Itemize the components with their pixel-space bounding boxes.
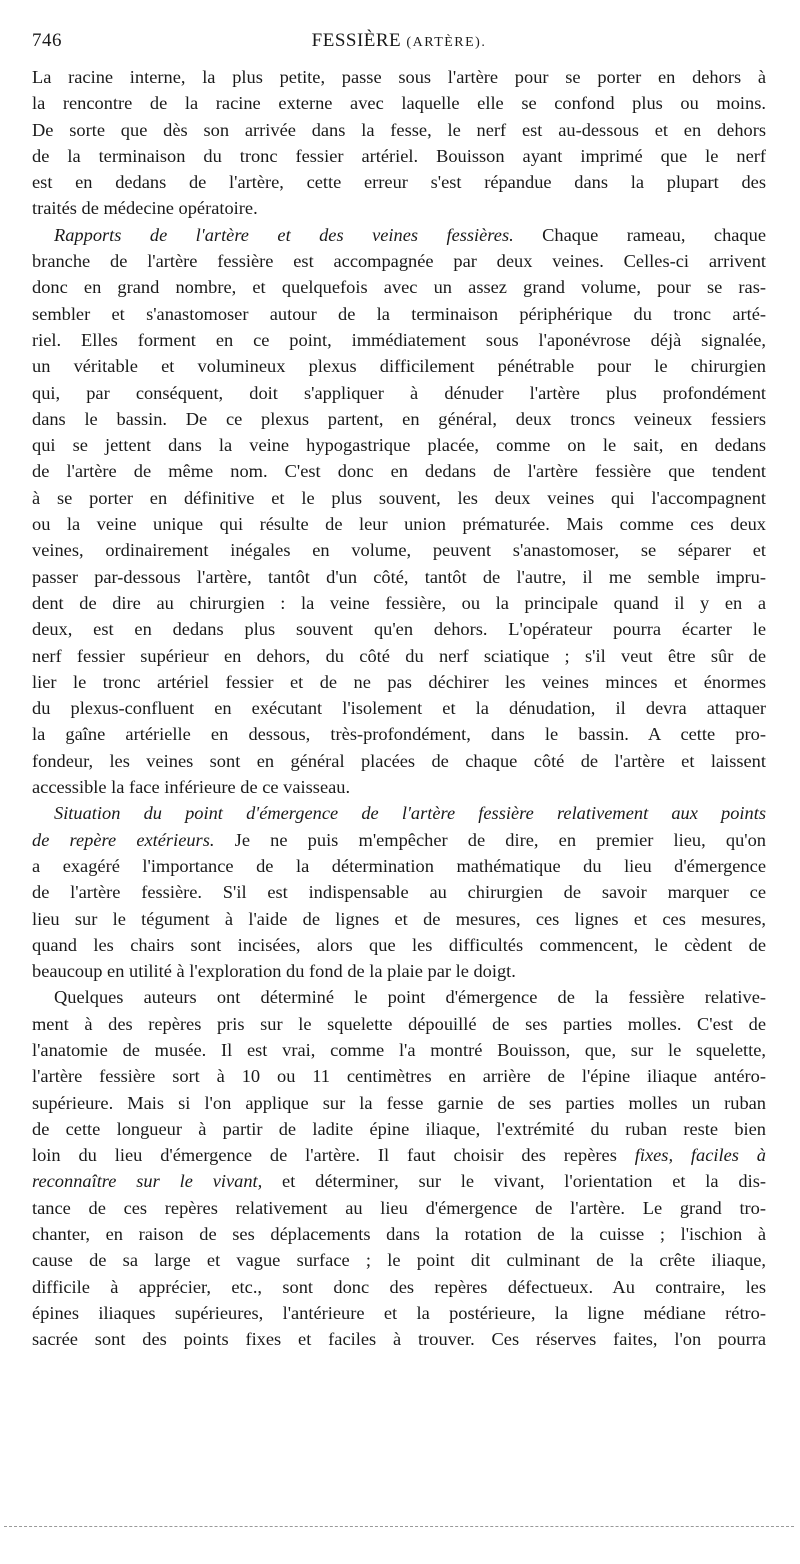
text-line: du plexus-confluent en exécutant l'isolement et la dénudation, il devra attaquer — [32, 698, 766, 719]
text-line: de la terminaison du tronc fessier artériel. Bouisson ayant imprimé que le nerf — [32, 145, 766, 166]
text-line: De sorte que dès son arrivée dans la fesse, le nerf est au-dessous et en dehors — [32, 119, 766, 140]
text-line: de l'artère fessière. S'il est indispensable au chirurgien de savoir marquer ce — [32, 882, 766, 903]
text-line: veines, ordinairement inégales en volume, peuvent s'anastomoser, se séparer et — [32, 540, 766, 561]
text-line: difficile à apprécier, etc., sont donc des repères défectueux. Au contraire, les — [32, 1276, 766, 1297]
text-span: Chaque rameau, chaque — [513, 224, 766, 245]
text-line: supérieure. Mais si l'on applique sur la fesse garnie de ses parties molles un ruban — [32, 1092, 766, 1113]
text-line: est en dedans de l'artère, cette erreur s'est répandue dans la plupart des — [32, 172, 766, 193]
text-line: ment à des repères pris sur le squelette dépouillé de ses parties molles. C'est de — [32, 1013, 766, 1034]
text-line: traités de médecine opératoire. — [32, 198, 258, 219]
text-line: dent de dire au chirurgien : la veine fessière, ou la principale quand il y en a — [32, 592, 766, 613]
text-line: beaucoup en utilité à l'exploration du fond de la plaie par le doigt. — [32, 961, 516, 982]
text-line: l'anatomie de musée. Il est vrai, comme l'a montré Bouisson, que, sur le squelette, — [32, 1039, 766, 1060]
text-line: la rencontre de la racine externe avec laquelle elle se confond plus ou moins. — [32, 93, 766, 114]
paragraph-heading-line — [32, 222, 766, 248]
section-heading-cont: de repère extérieurs. — [32, 829, 215, 850]
text-line: à se porter en définitive et le plus souvent, les deux veines qui l'accompagnent — [32, 487, 766, 508]
section-heading: Rapports de l'artère et des veines fessières. — [54, 224, 514, 245]
text-line: Quelques auteurs ont déterminé le point d'émergence de la fessière relative- — [54, 987, 766, 1008]
text-line: de cette longueur à partir de ladite épine iliaque, l'extrémité du ruban reste bien — [32, 1118, 766, 1139]
text-line: qui se jettent dans la veine hypogastrique placée, comme on le sait, en dedans — [32, 435, 766, 456]
page-number: 746 — [32, 30, 62, 51]
running-header — [32, 24, 766, 54]
text-line: riel. Elles forment en ce point, immédiatement sous l'aponévrose déjà signalée, — [32, 329, 766, 350]
text-line: épines iliaques supérieures, l'antérieure et la postérieure, la ligne médiane rétro- — [32, 1302, 766, 1323]
footer-divider — [4, 1526, 794, 1527]
emphasis-text: fixes, faciles à — [634, 1145, 767, 1166]
text-line: nerf fessier supérieur en dehors, du côté du nerf sciatique ; s'il veut être sûr de — [32, 645, 766, 666]
body-text — [32, 64, 766, 1353]
section-heading: Situation du point d'émergence de l'artère fessière relativement aux points — [54, 803, 766, 824]
text-span: loin du lieu d'émergence de l'artère. Il faut choisir des repères — [32, 1145, 635, 1166]
text-line — [32, 1168, 766, 1194]
text-line: lieu sur le tégument à l'aide de lignes et de mesures, ces lignes et ces mesures, — [32, 908, 766, 929]
text-line: lier le tronc artériel fessier et de ne pas déchirer les veines minces et énormes — [32, 671, 766, 692]
text-line: passer par-dessous l'artère, tantôt d'un côté, tantôt de l'autre, il me semble impru- — [32, 566, 766, 587]
text-line: la gaîne artérielle en dessous, très-profondément, dans le bassin. A cette pro- — [32, 724, 766, 745]
text-line: fondeur, les veines sont en général placées de chaque côté de l'artère et laissent — [32, 750, 766, 771]
emphasis-text: reconnaître sur le vivant, — [32, 1171, 263, 1192]
title-sub: (ARTÈRE). — [406, 35, 487, 50]
text-line: accessible la face inférieure de ce vaisseau. — [32, 777, 351, 798]
text-line: ou la veine unique qui résulte de leur union prématurée. Mais comme ces deux — [32, 514, 766, 535]
text-line: cause de sa large et vague surface ; le point dit culminant de la crête iliaque, — [32, 1250, 766, 1271]
text-line: La racine interne, la plus petite, passe sous l'artère pour se porter en dehors à — [32, 67, 766, 87]
text-line: l'artère fessière sort à 10 ou 11 centimètres en arrière de l'épine iliaque antéro- — [32, 1066, 766, 1087]
text-line: qui, par conséquent, doit s'appliquer à dénuder l'artère plus profondément — [32, 382, 766, 403]
text-line: dans le bassin. De ce plexus partent, en général, deux troncs veineux fessiers — [32, 408, 766, 429]
text-line: sembler et s'anastomoser autour de la terminaison périphérique du tronc arté- — [32, 303, 766, 324]
text-line: de l'artère de même nom. C'est donc en dedans de l'artère fessière que tendent — [32, 461, 766, 482]
text-span: et déterminer, sur le vivant, l'orientation et la dis- — [262, 1171, 766, 1192]
text-line: deux, est en dedans plus souvent qu'en dehors. L'opérateur pourra écarter le — [32, 619, 766, 640]
text-line: branche de l'artère fessière est accompagnée par deux veines. Celles-ci arrivent — [32, 251, 766, 272]
text-line — [32, 1142, 766, 1168]
paragraph-heading-line — [32, 800, 766, 826]
text-line: chanter, en raison de ses déplacements dans la rotation de la cuisse ; l'ischion à — [32, 1224, 766, 1245]
paragraph-heading-line — [32, 827, 766, 853]
text-line: quand les chairs sont incisées, alors que les difficultés commencent, le cèdent de — [32, 934, 766, 955]
text-line: a exagéré l'importance de la détermination mathématique du lieu d'émergence — [32, 855, 766, 876]
running-title — [32, 30, 766, 52]
text-line: un véritable et volumineux plexus difficilement pénétrable pour le chirurgien — [32, 356, 766, 377]
text-line: sacrée sont des points fixes et faciles à trouver. Ces réserves faites, l'on pourra — [32, 1329, 766, 1350]
text-line: tance de ces repères relativement au lieu d'émergence de l'artère. Le grand tro- — [32, 1197, 766, 1218]
text-line: donc en grand nombre, et quelquefois avec un assez grand volume, pour se ras- — [32, 277, 766, 298]
title-main: FESSIÈRE — [311, 30, 402, 51]
text-span: Je ne puis m'empêcher de dire, en premier lieu, qu'on — [214, 829, 766, 850]
